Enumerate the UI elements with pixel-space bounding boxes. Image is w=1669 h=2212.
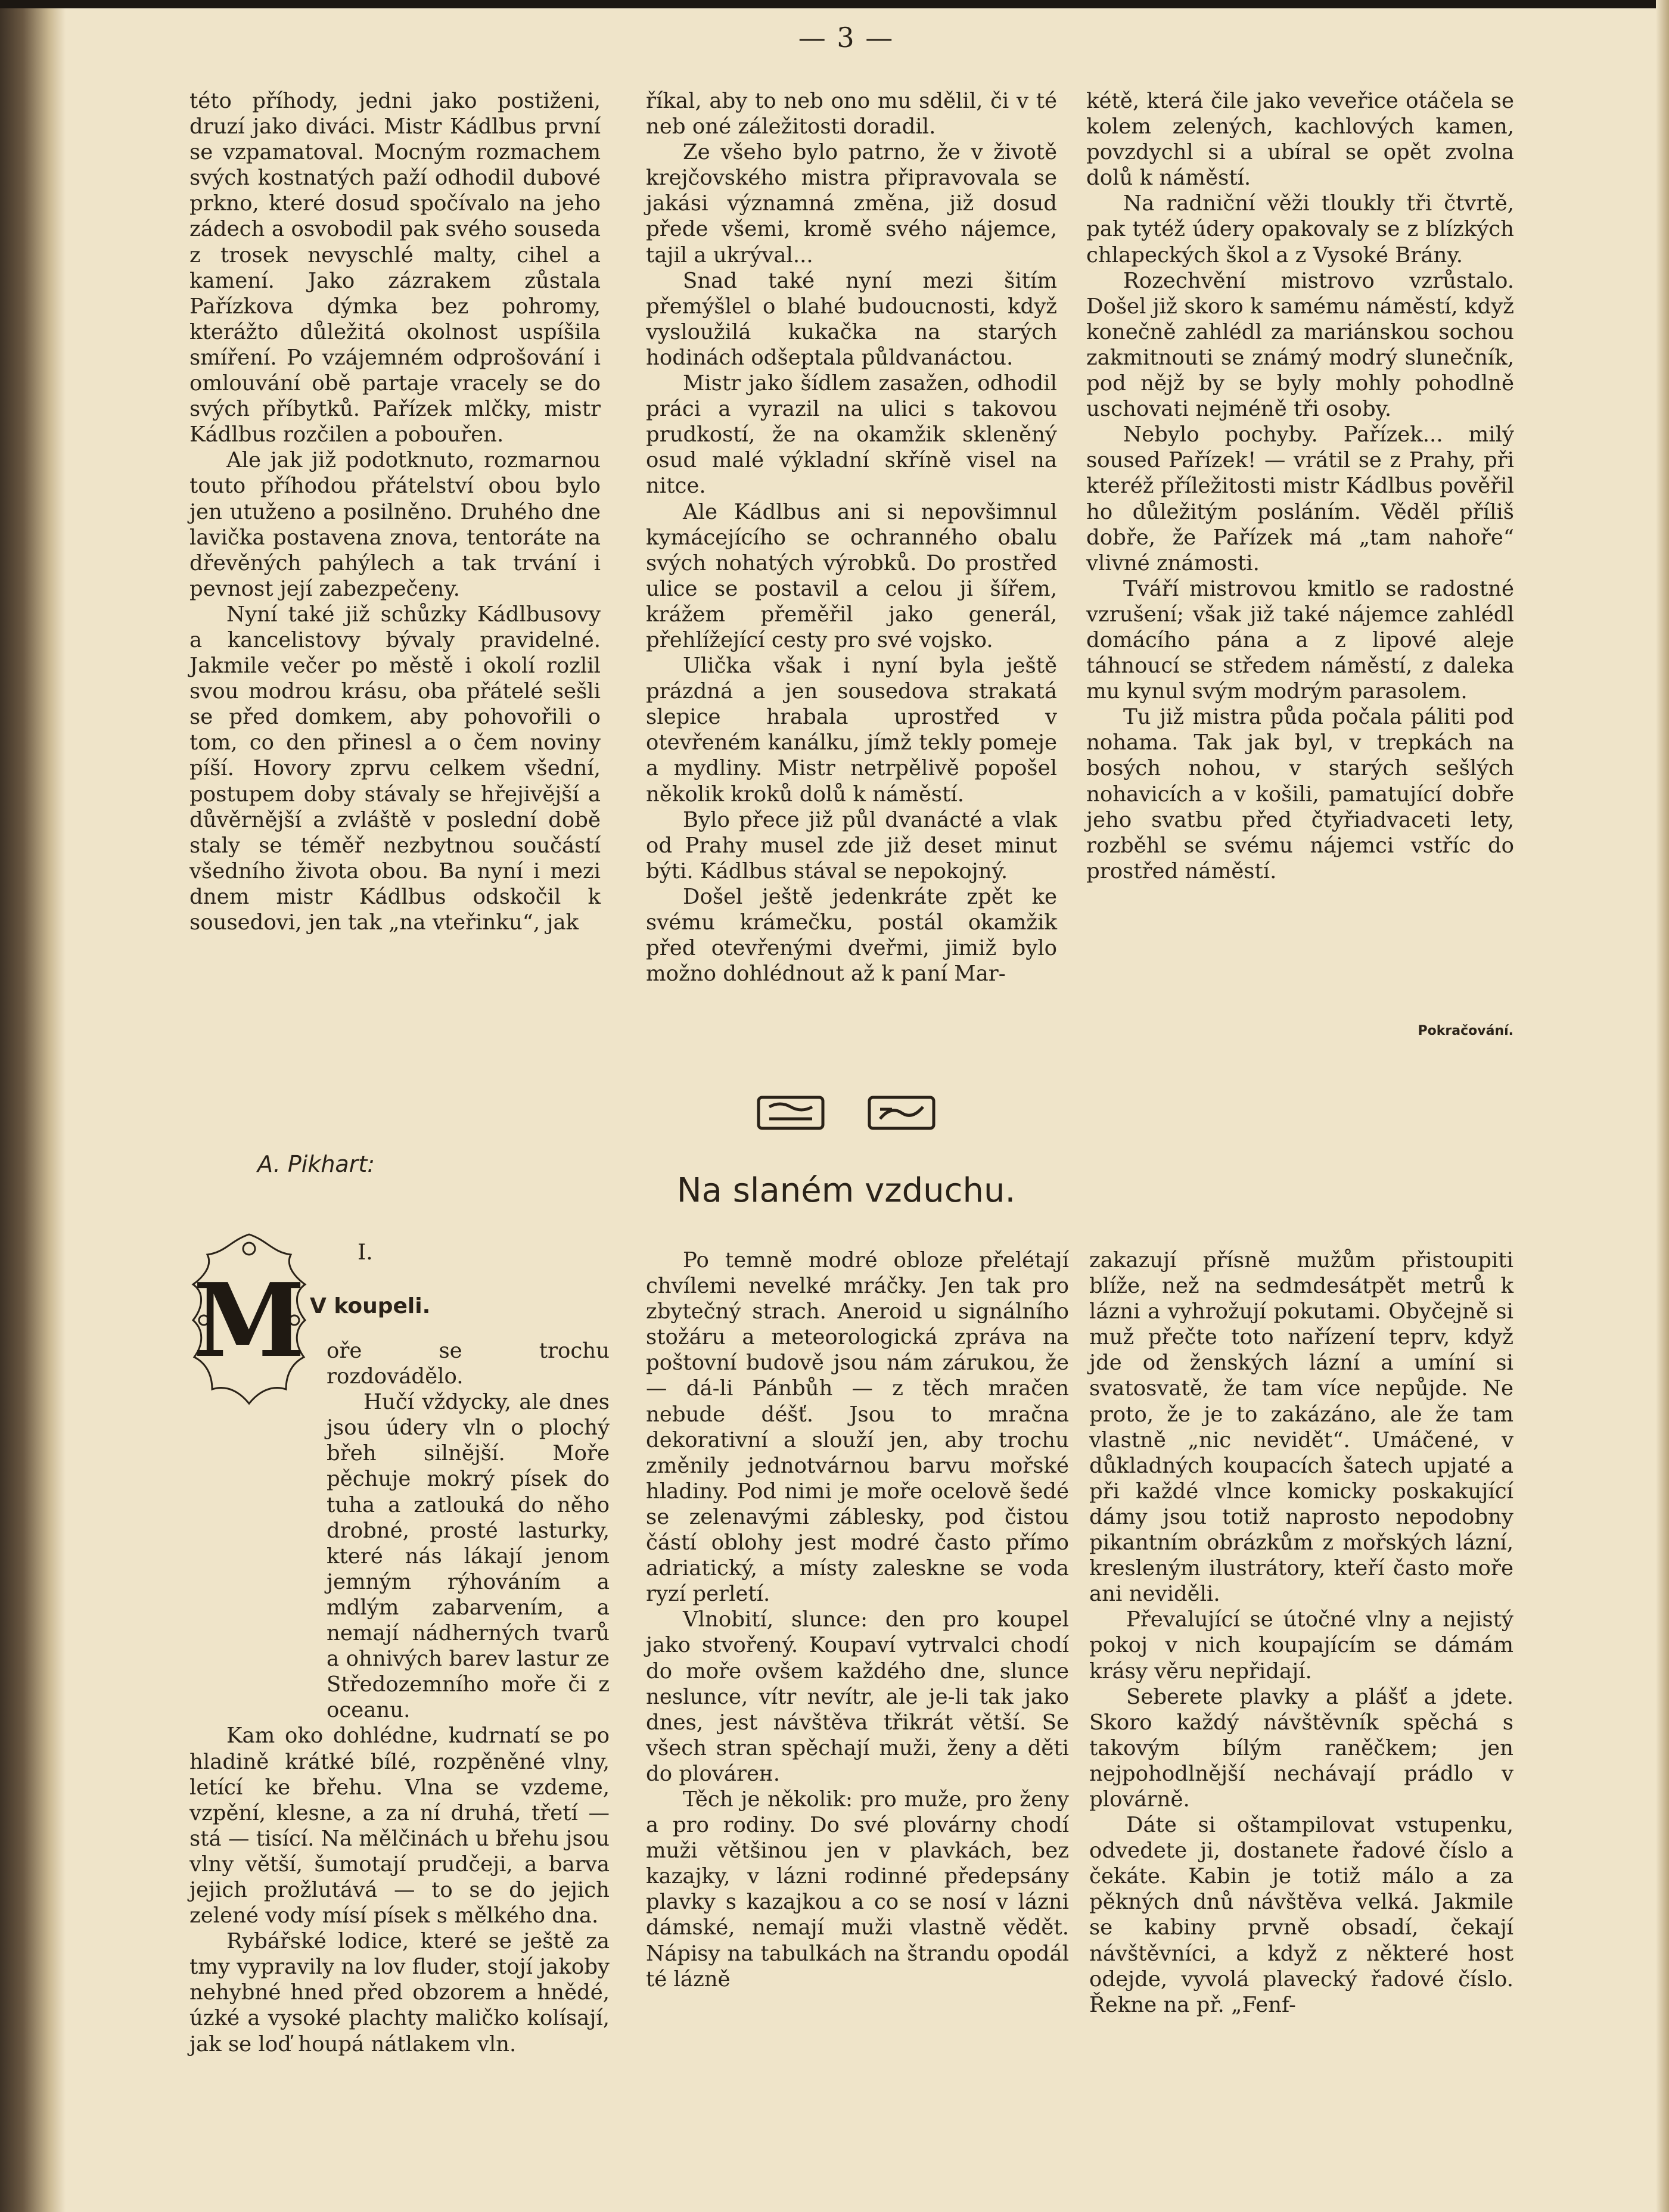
ornament-divider-icon	[748, 1091, 944, 1134]
page-number: — 3 —	[798, 21, 894, 54]
paragraph: kétě, která čile jako veveřice otáčela se kolem zelených, kachlových kamen, povzdychl si a ubíral se opět zvolna dolů k náměstí.	[1086, 89, 1514, 191]
paragraph: Rozechvění mistrovo vzrůstalo. Došel již skoro k samému náměstí, když konečně zahlédl za mariánskou sochou zakmitnouti se známý modrý slunečník, pod nějž by se byly mohly pohodlně uschovati nejméně tři osoby.	[1086, 268, 1514, 422]
paragraph: Tu již mistra půda počala páliti pod nohama. Tak jak byl, v trepkách na bosých nohou, v starých sešlých nohavicích a v košili, pamatující dobře jeho svatbu před čtyřiadvaceti lety, rozběhl se svému nájemci vstříc do prostřed náměstí.	[1086, 705, 1514, 883]
paragraph: Hučí vždycky, ale dnes jsou údery vln o plochý břeh silnější. Moře pěchuje mokrý písek do tuha a zatlouká do něho drobné, prosté lasturky, které nás lákají jenom jemným rýhováním a mdlým zabarvením, a nemají nádherných tvarů a ohnivých barev lastur ze Středozemního moře či z oceanu.	[327, 1390, 610, 1723]
paragraph: Došel ještě jedenkráte zpět ke svému krámečku, postál okamžik před otevřenými dveřmi, jimiž bylo možno dohlédnout až k paní Mar-	[646, 884, 1057, 987]
paragraph: oře se trochu rozdovádělo.	[327, 1339, 610, 1389]
paragraph: Seberete plavky a plášť a jdete. Skoro každý návštěvník spěchá s takovým bílým raněčkem; jen nejpohodlnější nechávají prádlo v plovárně.	[1089, 1684, 1513, 1812]
paragraph: Nyní také již schůzky Kádlbusovy a kancelistovy bývaly pravidelné. Jakmile večer po městě i okolí rozlil svou modrou krásu, oba přátelé sešli se před domkem, aby pohovořili o tom, co den přinesl a o čem noviny píší. Hovory zprvu celkem všední, postupem doby stávaly se hřejivější a důvěrnější a zvláště v poslední době staly se téměř nezbytnou součástí všedního života obou. Ba nyní i mezi dnem mistr Kádlbus odskočil k sousedovi, jen tak „na vteřinku“, jak	[189, 602, 601, 935]
paragraph: Ale jak již podotknuto, rozmarnou touto příhodou přátelství obou bylo jen utuženo a posilněno. Druhého dne lavička postavena znova, tentoráte na dřevěných pahýlech a tak trvání i pevnost její zabezpečeny.	[189, 448, 601, 601]
article-column-1	[189, 1338, 610, 2057]
article-title: Na slaném vzduchu.	[676, 1171, 1016, 1210]
right-edge	[1656, 0, 1669, 2212]
top-column-1	[189, 88, 601, 935]
paragraph: Převalující se útočné vlny a nejistý pokoj v nich koupajícím se dámám krásy věru nepřidají.	[1089, 1607, 1513, 1684]
section-title: V koupeli.	[310, 1294, 431, 1318]
paragraph: Ulička však i nyní byla ještě prázdná a jen sousedova strakatá slepice hrabala uprostřed v otevřeném kanálku, jímž tekly pomeje a mydliny. Mistr netrpělivě popošel několik kroků dolů k náměstí.	[646, 654, 1057, 807]
paragraph: Těch je několik: pro muže, pro ženy a pro rodiny. Do své plovárny chodí muži většinou jen v plavkách, bez kazajky, v lázni rodinné předepsány plavky s kazajkou a co se nosí v lázni dámské, nemají muži vlastně vědět. Nápisy na tabulkách na štrandu opodál té lázně	[646, 1787, 1069, 1992]
paragraph: Rybářské lodice, které se ještě za tmy vypravily na lov fluder, stojí jakoby nehybné hned před obzorem a hnědé, úzké a vysoké plachty maličko kolísají, jak se loď houpá nátlakem vln.	[189, 1929, 610, 2057]
top-column-2	[646, 88, 1057, 987]
article-author: A. Pikhart:	[257, 1151, 375, 1177]
paragraph: Ze všeho bylo patrno, že v životě krejčovského mistra připravovala se jakási významná změna, již dosud přede všemi, kromě svého nájemce, tajil a ukrýval...	[646, 140, 1057, 267]
paragraph: Kam oko dohlédne, kudrnatí se po hladině krátké bílé, rozpěněné vlny, letící ke břehu. Vlna se vzdeme, vzpění, klesne, a za ní druhá, třetí — stá — tisící. Na mělčinách u břehu jsou vlny větší, šumotají prudčeji, a barva jejich prožlutává — to se do jejich zelené vody mísí písek s mělkého dna.	[189, 1723, 610, 1928]
paragraph: Po temně modré obloze přelétají chvílemi nevelké mráčky. Jen tak pro zbytečný strach. Aneroid u signálního stožáru a meteorologická zpráva na poštovní budově jsou nám zárukou, že — dá-li Pánbůh — z těch mračen nebude déšť. Jsou to mračna dekorativní a slouží jen, aby trochu změnily jednotvárnou barvu mořské hladiny. Pod nimi je moře ocelově šedé se zelenavými záblesky, pod čistou částí oblohy jest modré často přímo adriatický, a místy zaleskne se voda ryzí perletí.	[646, 1248, 1069, 1607]
paragraph: Na radniční věži tloukly tři čtvrtě, pak tytéž údery opakovaly se z blízkých chlapeckých škol a z Vysoké Brány.	[1086, 191, 1514, 267]
paragraph: Tváří mistrovou kmitlo se radostné vzrušení; však již také nájemce zahlédl domácího pána a z lipové aleje táhnoucí se středem náměstí, z daleka mu kynul svým modrým parasolem.	[1086, 576, 1514, 704]
section-number: I.	[358, 1240, 373, 1265]
top-edge	[0, 0, 1669, 8]
top-column-3	[1086, 88, 1514, 884]
paragraph: Mistr jako šídlem zasažen, odhodil práci a vyrazil na ulici s takovou prudkostí, že na okamžik skleněný osud malé výkladní skříně visel na nitce.	[646, 371, 1057, 499]
paragraph: Bylo přece již půl dvanácté a vlak od Prahy musel zde již deset minut býti. Kádlbus stával se nepokojný.	[646, 807, 1057, 883]
paragraph: Snad také nyní mezi šitím přemýšlel o blahé budoucnosti, když vysloužilá kukačka na starých hodinách odšeptala půldvanáctou.	[646, 268, 1057, 370]
initial-letter: M	[192, 1261, 306, 1380]
paragraph: Nebylo pochyby. Pařízek... milý soused Pařízek! — vrátil se z Prahy, při kteréž příležitosti mistr Kádlbus pověřil ho důležitým posláním. Věděl příliš dobře, že Pařízek má „tam nahoře“ vlivné známosti.	[1086, 422, 1514, 575]
article-column-2	[646, 1247, 1069, 1992]
paragraph: říkal, aby to neb ono mu sdělil, či v té neb oné záležitosti doradil.	[646, 89, 1057, 139]
paragraph: Vlnobití, slunce: den pro koupel jako stvořený. Koupaví vytrvalci chodí do moře ovšem každého dne, slunce neslunce, vítr nevítr, ale je-li tak jako dnes, jest návštěva třikrát větší. Se všech stran spěchají muži, ženy a děti do plovárен.	[646, 1607, 1069, 1786]
paragraph: Ale Kádlbus ani si nepovšimnul kymácejícího se ochranného obalu svých nohatých výrobků. Do prostřed ulice se postavil a celou ji šířem, krážem přeměřil jako generál, přehlížející cesty pro své vojsko.	[646, 499, 1057, 652]
continued-note: Pokračování.	[1418, 1023, 1513, 1038]
paragraph: této příhody, jedni jako postiženi, druzí jako diváci. Mistr Kádlbus první se vzpamatoval. Mocným rozmachem svých kostnatých paží odhodil dubové prkno, které dosud spočívalo na jeho zádech a osvobodil pak svého souseda z trosek nevyschlé malty, cihel a kamení. Jako zázrakem zůstala Pařízkova dýmka bez pohromy, kterážto důležitá okolnost uspíšila smíření. Po vzájemném odprošování i omlouvání obě partaje vracely se do svých příbytků. Pařízek mlčky, mistr Kádlbus rozčilen a pobouřen.	[189, 89, 601, 447]
paragraph: zakazují přísně mužům přistoupiti blíže, než na sedmdesátpět metrů k lázni a vyhrožují pokutami. Obyčejně si muž přečte toto nařízení teprv, když jde od ženských lázní a umíní si svatosvatě, že tam více nepůjde. Ne proto, že je to zakázáno, ale že tam vlastně „nic nevidět“. Umáčené, v důkladných koupacích šatech upjaté a při každé vlnce komicky poskakující dámy jsou totiž naprosto nepodobny pikantním obrázkům z mořských lázní, kresleným ilustrátory, kteří často moře ani neviděli.	[1089, 1248, 1513, 1607]
article-column-3	[1089, 1247, 1513, 2018]
paragraph: Dáte si oštampilovat vstupenku, odvedete ji, dostanete řadové číslo a čekáte. Kabin je totiž málo a za pěkných dnů návštěva velká. Jakmile se kabiny prvně obsadí, čekají návštěvníci, a když z některé host odejde, vyvolá plavecký řadové číslo. Řekne na př. „Fenf-	[1089, 1813, 1513, 2017]
page-gutter-shadow	[0, 0, 66, 2212]
